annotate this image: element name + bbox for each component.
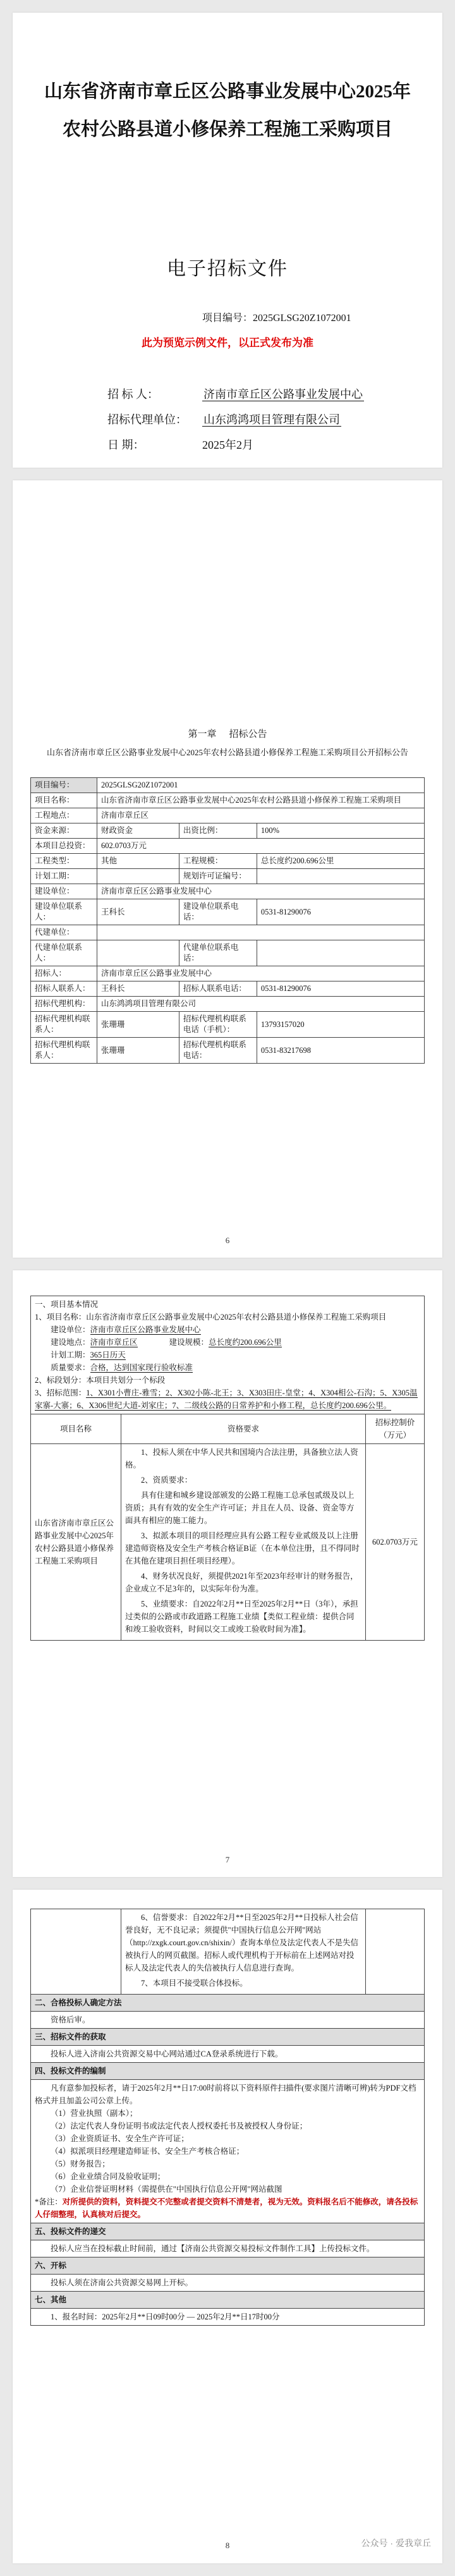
column-header: 项目名称	[31, 1414, 121, 1444]
owner-line: 建设单位：济南市章丘区公路事业发展中心	[51, 1325, 201, 1334]
control-price-cell: 602.0703万元	[366, 1444, 425, 1641]
project-number	[202, 310, 351, 324]
empty-cell	[366, 1909, 425, 1995]
table-cell-key: 建设单位联系电话：	[179, 899, 257, 925]
section-body: 投标人应当在投标截止时间前，通过【济南公共资源交易投标文件制作工具】上传投标文件。	[31, 2240, 425, 2257]
table-cell-key: 资金来源：	[31, 823, 97, 839]
table-cell-value: 2025GLSG20Z1072001	[97, 778, 425, 793]
table-row	[31, 2292, 425, 2309]
page-number: 7	[225, 1855, 230, 1864]
table-cell-key: 招标人：	[31, 966, 97, 981]
list-item: （2）法定代表人身份证明书或法定代表人授权委托书及被授权人身份证；	[51, 2122, 308, 2130]
requirement-item: 3、拟派本项目的项目经理应具有公路工程专业贰级及以上注册建造师资格及安全生产考核合格证B证（在本单位注册，且不得同时在其他在建项目担任项目经理）。	[125, 1531, 360, 1565]
table-cell-value: 其他	[97, 854, 179, 869]
table-row	[31, 854, 425, 869]
table-row	[31, 925, 425, 940]
list-item: （6）企业业绩合同及验收证明；	[51, 2172, 166, 2181]
table-cell-value: 王科长	[97, 981, 179, 997]
note-line	[35, 2196, 420, 2221]
table-row	[31, 966, 425, 981]
project-name-cell: 山东省济南市章丘区公路事业发展中心2025年农村公路县道小修保养工程施工采购项目	[31, 1444, 121, 1641]
table-cell-key: 招标代理机构联系人：	[31, 1038, 97, 1064]
table-row	[31, 1038, 425, 1064]
table-cell-value: 山东省济南市章丘区公路事业发展中心2025年农村公路县道小修保养工程施工采购项目	[97, 793, 425, 808]
requirement-item: 5、业绩要求：自2022年2月**日至2025年2月**日（3年），承担过类似的公路或市政道路工程施工业绩【类似工程业绩：提供合同和竣工验收资料，时间以交工或竣工验收时间为准】。	[125, 1600, 358, 1634]
note-red-text: 对所提供的资料，资料提交不完整或者提交资料不清楚者，视为无效。资料报名后不能修改，请各投标人仔细整理，认真核对后提交。	[35, 2197, 418, 2219]
chapter-page	[13, 480, 442, 1258]
table-row	[31, 869, 425, 884]
announcement-table-continued	[30, 1909, 425, 2326]
date-row	[107, 436, 253, 453]
table-cell-key: 项目编号：	[31, 778, 97, 793]
chapter-name: 招标公告	[229, 729, 267, 739]
table-row	[31, 940, 425, 966]
date-value: 2025年2月	[202, 439, 253, 451]
requirement-item: 4、财务状况良好，须提供2021年至2023年经审计的财务报告，企业成立不足3年的，以实际年份为准。	[125, 1572, 358, 1593]
table-header-row	[31, 1414, 425, 1444]
project-name-line: 1、项目名称：山东省济南市章丘区公路事业发展中心2025年农村公路县道小修保养工程施工采购项目	[35, 1313, 387, 1321]
section-body	[31, 2080, 425, 2223]
table-row	[31, 2063, 425, 2080]
table-cell-value	[97, 940, 179, 966]
lots-line: 2、标段划分：本项目共划分一个标段	[35, 1376, 166, 1385]
agent-label: 招标代理单位：	[107, 413, 187, 426]
table-row	[31, 1444, 425, 1641]
announcement-table	[30, 1296, 425, 1641]
table-cell-value: 山东鸿鸿项目管理有限公司	[97, 997, 425, 1012]
tenderer-label: 招 标 人：	[107, 388, 159, 401]
table-row	[31, 778, 425, 793]
section-title: 六、开标	[31, 2257, 425, 2275]
table-cell-key: 规划许可证编号：	[179, 869, 257, 884]
table-row	[31, 1909, 425, 1995]
agent-value: 山东鸿鸿项目管理有限公司	[203, 413, 340, 426]
list-item: （4）拟派项目经理建造师证书、安全生产考核合格证；	[51, 2147, 245, 2156]
table-cell-value: 总长度约200.696公里	[257, 854, 424, 869]
site-line: 建设地点：济南市章丘区 建设规模：总长度约200.696公里	[51, 1338, 282, 1347]
table-cell-value: 0531-81290076	[257, 899, 424, 925]
table-cell-value	[257, 869, 424, 884]
preview-notice: 此为预览示例文件，以正式发布为准	[142, 337, 313, 349]
date-label: 日 期：	[107, 439, 145, 451]
table-row	[31, 2012, 425, 2029]
project-info-table	[30, 777, 425, 1064]
table-cell-key: 工程类型：	[31, 854, 97, 869]
table-cell-key: 招标人联系人：	[31, 981, 97, 997]
table-cell-value: 王科长	[97, 899, 179, 925]
table-cell-value: 财政资金	[97, 823, 179, 839]
table-row	[31, 1995, 425, 2012]
table-row	[31, 2240, 425, 2257]
empty-cell	[31, 1909, 121, 1995]
watermark: 公众号 · 爱我章丘	[361, 2538, 431, 2548]
table-row	[31, 2029, 425, 2046]
list-item: （1）营业执照（副本）；	[51, 2109, 138, 2118]
table-row	[31, 808, 425, 823]
section-body: 投标人进入济南公共资源交易中心网站通过CA登录系统进行下载。	[31, 2046, 425, 2063]
table-cell-key: 招标代理机构联系电话：	[179, 1038, 257, 1064]
table-cell-key: 建设单位联系人：	[31, 899, 97, 925]
scope-line: 3、招标范围：1、X301小曹庄-雅雪；2、X302小陈-北王；3、X303田庄-皇堂；4、X304相公-石沟；5、X305温家寨-大寨；6、X306世纪大道-刘家庄；7、二级线公路的日常养护和小修工程，总长度约200.696公里。	[35, 1388, 418, 1410]
tenderer-row	[107, 386, 364, 402]
agent-row	[107, 411, 341, 427]
table-cell-key: 招标代理机构：	[31, 997, 97, 1012]
section-body: 1、报名时间：2025年2月**日09时00分 — 2025年2月**日17时00分	[31, 2309, 425, 2326]
table-cell-key: 代建单位联系电话：	[179, 940, 257, 966]
requirement-item: 具有住建和城乡建设部颁发的公路工程施工总承包贰级及以上资质；具有有效的安全生产许可证；并且在人员、设备、资金等方面具有相应的施工能力。	[125, 1491, 355, 1525]
announcement-page-2	[13, 1890, 442, 2563]
section-title: 一、项目基本情况	[35, 1300, 99, 1309]
table-row	[31, 1296, 425, 1414]
chapter-intro: 山东省济南市章丘区公路事业发展中心2025年农村公路县道小修保养工程施工采购项目公开招标公告	[46, 748, 408, 757]
table-cell-key: 出资比例：	[179, 823, 257, 839]
page-number: 6	[225, 1236, 230, 1245]
table-cell-key: 本项目总投资：	[31, 839, 97, 854]
requirement-item: 7、本项目不接受联合体投标。	[141, 1979, 248, 1988]
table-cell-key: 计划工期：	[31, 869, 97, 884]
chapter-heading	[13, 727, 442, 740]
table-cell-value: 0531-81290076	[257, 981, 424, 997]
table-cell-value: 济南市章丘区公路事业发展中心	[97, 966, 425, 981]
table-row	[31, 899, 425, 925]
section-paragraph: 凡有意参加投标者，请于2025年2月**日17:00时前将以下资料原件扫描件(要求图片清晰可辨)转为PDF文档格式并且加盖公司公章上传。	[35, 2084, 416, 2105]
table-cell-value: 张珊珊	[97, 1012, 179, 1038]
table-cell-value	[97, 925, 425, 940]
table-cell-value: 0531-83217698	[257, 1038, 424, 1064]
column-header: 资格要求	[121, 1414, 366, 1444]
requirement-item: 6、信誉要求：自2022年2月**日至2025年2月**日投标人社会信誉良好，无不良记录；须提供"中国执行信息公开网"网站（http://zxgk.court.gov.cn/shixin/）查询本单位及法定代表人不是失信被执行人的网页截图。招标人或代理机构于开标前在上述网站对投标人及法定代表人的失信被执行人信息进行查询。	[125, 1913, 358, 1972]
tenderer-value: 济南市章丘区公路事业发展中心	[203, 388, 363, 401]
section-title: 二、合格投标人确定方法	[31, 1995, 425, 2012]
cover-page	[13, 13, 442, 468]
table-row	[31, 823, 425, 839]
document-type: 电子招标文件	[167, 258, 288, 279]
table-cell-value: 济南市章丘区公路事业发展中心	[97, 884, 425, 899]
table-cell-key: 代建单位联系人：	[31, 940, 97, 966]
table-cell-value	[257, 940, 424, 966]
table-cell-value: 济南市章丘区	[97, 808, 425, 823]
chapter-number: 第一章	[188, 729, 217, 739]
announcement-page-1	[13, 1270, 442, 1877]
table-cell-value: 602.0703万元	[97, 839, 425, 854]
table-row	[31, 2257, 425, 2275]
requirement-item: 2、资质要求：	[141, 1476, 193, 1485]
table-row	[31, 2309, 425, 2326]
table-row	[31, 997, 425, 1012]
period-line: 计划工期：365日历天	[51, 1351, 126, 1359]
column-header: 招标控制价（万元）	[366, 1414, 425, 1444]
table-cell-key: 工程地点：	[31, 808, 97, 823]
section-body: 资格后审。	[31, 2012, 425, 2029]
list-item: （5）财务报告；	[51, 2160, 110, 2168]
table-row	[31, 2046, 425, 2063]
requirement-item: 1、投标人须在中华人民共和国境内合法注册，具备独立法人资格。	[125, 1448, 358, 1469]
table-cell-key: 招标代理机构联系电话（手机）：	[179, 1012, 257, 1038]
page-number: 8	[225, 2541, 230, 2550]
table-cell-value: 100%	[257, 823, 424, 839]
table-cell-value	[97, 869, 179, 884]
table-cell-key: 代建单位：	[31, 925, 97, 940]
table-row	[31, 839, 425, 854]
table-row	[31, 884, 425, 899]
table-row	[31, 1012, 425, 1038]
requirements-cell	[121, 1444, 366, 1641]
table-cell-key: 招标人联系电话：	[179, 981, 257, 997]
section-title: 四、投标文件的编制	[31, 2063, 425, 2080]
table-cell-key: 工程规模：	[179, 854, 257, 869]
table-cell-key: 项目名称：	[31, 793, 97, 808]
section-title: 七、其他	[31, 2292, 425, 2309]
table-row	[31, 2080, 425, 2223]
table-cell-key: 招标代理机构联系人：	[31, 1012, 97, 1038]
table-row	[31, 793, 425, 808]
table-cell-value: 张珊珊	[97, 1038, 179, 1064]
table-cell-key: 建设单位：	[31, 884, 97, 899]
basic-info-cell	[31, 1296, 425, 1414]
cover-title: 山东省济南市章丘区公路事业发展中心2025年农村公路县道小修保养工程施工采购项目	[44, 82, 411, 140]
table-row	[31, 2275, 425, 2292]
section-title: 五、投标文件的递交	[31, 2223, 425, 2240]
table-row	[31, 2223, 425, 2240]
requirements-cell	[121, 1909, 366, 1995]
quality-line: 质量要求：合格，达到国家现行验收标准	[51, 1363, 193, 1372]
section-title: 三、招标文件的获取	[31, 2029, 425, 2046]
project-number-value: 2025GLSG20Z1072001	[253, 313, 351, 324]
list-item: （3）企业资质证书、安全生产许可证；	[51, 2134, 189, 2143]
project-number-label: 项目编号：	[202, 313, 253, 324]
list-item: （7）企业信誉证明材料（需提供在"中国执行信息公开网"网站截图	[51, 2185, 282, 2194]
section-body: 投标人须在济南公共资源交易网上开标。	[31, 2275, 425, 2292]
note-label: *备注：	[35, 2197, 63, 2206]
table-row	[31, 981, 425, 997]
table-cell-value: 13793157020	[257, 1012, 424, 1038]
